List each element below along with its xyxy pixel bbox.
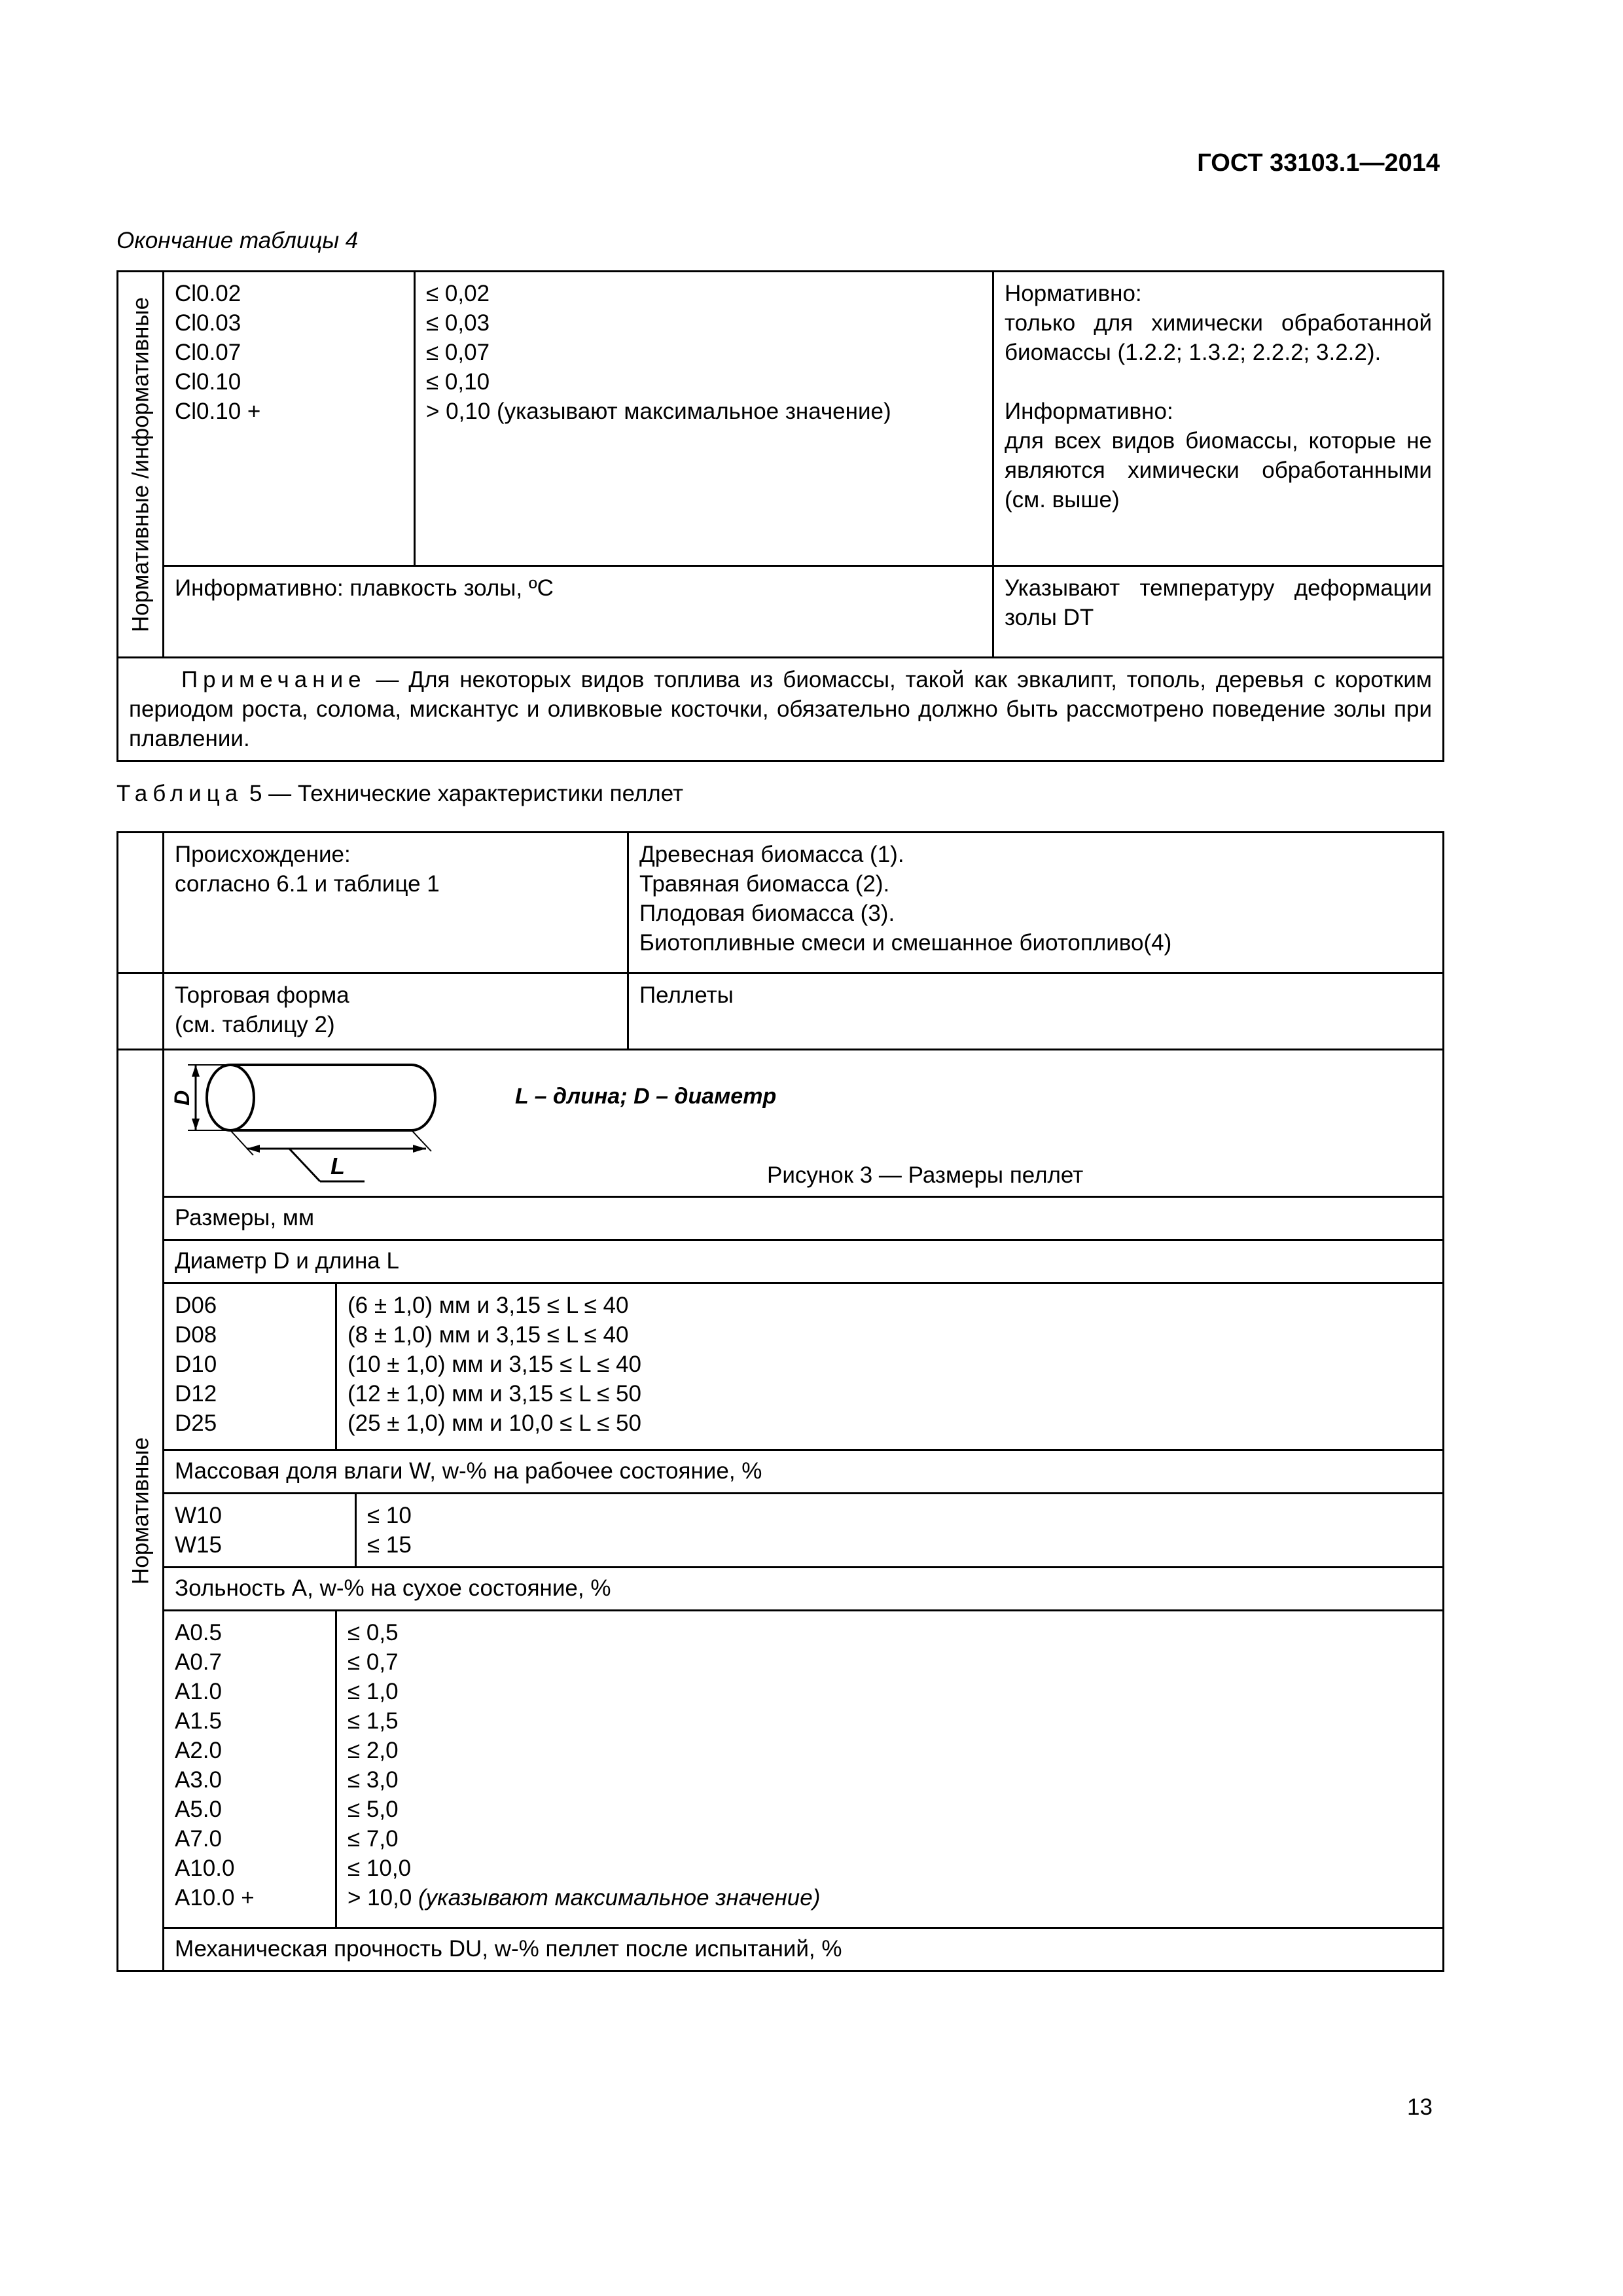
class-value: ≤ 0,10 <box>426 369 490 395</box>
note-word: Примечание <box>181 667 366 692</box>
sizes-label: Размеры, мм <box>164 1197 1444 1240</box>
class-value: ≤ 10,0 <box>348 1856 412 1881</box>
class-code: Cl0.02 <box>175 281 241 306</box>
table5 <box>116 831 1444 1972</box>
origin-value: Плодовая биомасса (3). <box>639 901 895 926</box>
origin-label-line: Происхождение: <box>175 842 351 867</box>
ash-class-list <box>164 1611 336 1928</box>
class-value: > 0,10 (указывают максимальное значение) <box>426 399 891 424</box>
class-code: A2.0 <box>175 1738 222 1763</box>
moisture-label: Массовая доля влаги W, w-% на рабочее состояние, % <box>164 1450 1444 1494</box>
class-code: A10.0 + <box>175 1885 255 1910</box>
ash-fusibility-label: Информативно: плавкость золы, ºС <box>164 566 993 658</box>
origin-value: Древесная биомасса (1). <box>639 842 904 867</box>
length-arrow-left <box>247 1145 260 1153</box>
class-value: ≤ 3,0 <box>348 1767 399 1793</box>
diameter-class-list <box>164 1283 336 1450</box>
class-code: A0.5 <box>175 1620 222 1645</box>
class-value-last <box>348 1883 1432 1912</box>
class-value: ≤ 0,03 <box>426 310 490 336</box>
trade-form-value: Пеллеты <box>628 973 1444 1050</box>
diameter-length-label: Диаметр D и длина L <box>164 1240 1444 1283</box>
class-value: ≤ 0,02 <box>426 281 490 306</box>
class-code: Cl0.10 <box>175 369 241 395</box>
chlorine-value-list <box>415 272 993 566</box>
class-value: ≤ 1,0 <box>348 1679 399 1704</box>
normative-informative-remarks <box>993 272 1444 566</box>
class-code: A10.0 <box>175 1856 235 1881</box>
standard-number: ГОСТ 33103.1—2014 <box>1197 149 1440 177</box>
informative-title: Информативно: <box>1005 399 1173 424</box>
class-code: Cl0.07 <box>175 340 241 365</box>
pellet-cylinder-end <box>207 1065 254 1130</box>
class-code: A7.0 <box>175 1826 222 1852</box>
pellet-cylinder-body <box>230 1065 435 1130</box>
length-leader-line <box>289 1149 320 1181</box>
figure-label-l: L <box>330 1153 345 1179</box>
ash-fusibility-note: Указывают температуру деформации золы DT <box>993 566 1444 658</box>
pellet-figure <box>170 1056 1432 1193</box>
class-value: (12 ± 1,0) мм и 3,15 ≤ L ≤ 50 <box>348 1381 641 1407</box>
table5-caption-word: Таблица <box>116 781 243 806</box>
figure-caption: Рисунок 3 — Размеры пеллет <box>767 1162 1084 1188</box>
length-extension-left <box>230 1130 253 1155</box>
class-value: (8 ± 1,0) мм и 3,15 ≤ L ≤ 40 <box>348 1322 629 1348</box>
class-code: D06 <box>175 1293 217 1318</box>
class-code: W10 <box>175 1503 222 1528</box>
diameter-arrow-bottom <box>192 1119 200 1130</box>
class-value: ≤ 7,0 <box>348 1826 399 1852</box>
origin-values <box>628 833 1444 973</box>
class-code: A0.7 <box>175 1649 222 1675</box>
side-blank <box>118 973 164 1050</box>
class-code: W15 <box>175 1532 222 1558</box>
class-value: ≤ 0,7 <box>348 1649 399 1675</box>
class-value: ≤ 0,07 <box>426 340 490 365</box>
ash-content-label: Зольность A, w-% на сухое состояние, % <box>164 1568 1444 1611</box>
table4-end <box>116 270 1444 762</box>
origin-label-line: согласно 6.1 и таблице 1 <box>175 871 440 897</box>
table5-caption <box>116 781 683 807</box>
class-value-note: (указывают максимальное значение) <box>412 1885 821 1910</box>
ash-value-list <box>336 1611 1444 1928</box>
origin-value: Травяная биомасса (2). <box>639 871 890 897</box>
figure-legend: L – длина; D – диаметр <box>515 1084 777 1109</box>
class-code: A3.0 <box>175 1767 222 1793</box>
class-code: A1.0 <box>175 1679 222 1704</box>
table5-caption-title: 5 — Технические характеристики пеллет <box>243 781 684 806</box>
class-code: A1.5 <box>175 1708 222 1734</box>
note-text: — Для некоторых видов топлива из биомассы, такой как эвкалипт, тополь, деревья с коротким периодом роста, солома, мискантус и оливковые косточки, обязательно должно быть рассмотрено поведение золы при плавлении. <box>129 667 1432 751</box>
class-value: ≤ 10 <box>367 1503 412 1528</box>
class-code: Cl0.03 <box>175 310 241 336</box>
class-value: ≤ 2,0 <box>348 1738 399 1763</box>
chlorine-class-list <box>164 272 415 566</box>
trade-form-label <box>164 973 628 1050</box>
length-arrow-right <box>413 1145 426 1153</box>
diameter-arrow-top <box>192 1065 200 1077</box>
side-label-normative: Нормативные <box>118 1050 164 1971</box>
informative-text: для всех видов биомассы, которые не являются химически обработанными (см. выше) <box>1005 428 1432 512</box>
normative-text: только для химически обработанной биомассы (1.2.2; 1.3.2; 2.2.2; 3.2.2). <box>1005 310 1432 365</box>
class-code: D12 <box>175 1381 217 1407</box>
class-value: (6 ± 1,0) мм и 3,15 ≤ L ≤ 40 <box>348 1293 629 1318</box>
normative-title: Нормативно: <box>1005 281 1142 306</box>
side-blank <box>118 833 164 973</box>
class-value: (10 ± 1,0) мм и 3,15 ≤ L ≤ 40 <box>348 1352 641 1377</box>
table4-continuation-caption: Окончание таблицы 4 <box>116 228 359 253</box>
figure-label-d: D <box>170 1090 194 1106</box>
diameter-value-list <box>336 1283 1444 1450</box>
pellet-drawing <box>175 1056 463 1193</box>
class-code: A5.0 <box>175 1797 222 1822</box>
class-value: (25 ± 1,0) мм и 10,0 ≤ L ≤ 50 <box>348 1410 641 1436</box>
class-value: ≤ 0,5 <box>348 1620 399 1645</box>
table4-note <box>118 658 1444 761</box>
moisture-value-list <box>356 1494 1444 1568</box>
class-value: ≤ 15 <box>367 1532 412 1558</box>
class-code: Cl0.10 + <box>175 399 261 424</box>
trade-form-label-line: (см. таблицу 2) <box>175 1012 335 1037</box>
class-code: D10 <box>175 1352 217 1377</box>
class-value: ≤ 1,5 <box>348 1708 399 1734</box>
moisture-class-list <box>164 1494 356 1568</box>
side-label-normative-informative: Нормативные /информативные <box>118 272 164 658</box>
class-code: D08 <box>175 1322 217 1348</box>
durability-label: Механическая прочность DU, w-% пеллет после испытаний, % <box>164 1928 1444 1971</box>
pellet-figure-cell <box>164 1050 1444 1197</box>
origin-value: Биотопливные смеси и смешанное биотопливо(4) <box>639 930 1172 956</box>
page-number: 13 <box>1407 2094 1433 2120</box>
origin-label <box>164 833 628 973</box>
class-value: ≤ 5,0 <box>348 1797 399 1822</box>
trade-form-label-line: Торговая форма <box>175 982 349 1008</box>
class-value: > 10,0 <box>348 1885 412 1910</box>
class-code: D25 <box>175 1410 217 1436</box>
